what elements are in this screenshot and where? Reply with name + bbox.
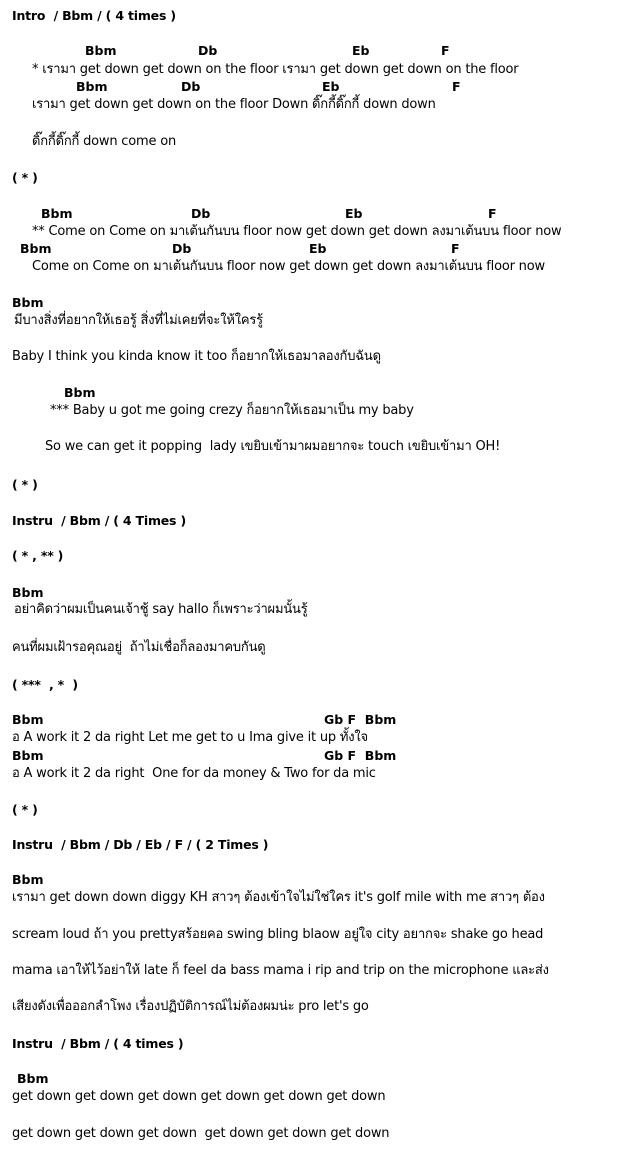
chord: Gb F Bbm	[324, 748, 397, 763]
lyric-line: *** Baby u got me going crezy ก็อยากให้เธอมาเป็น my baby	[50, 403, 414, 418]
lyric-line: ** Come on Come on มาเต้นกันบน floor now get down get down ลงมาเต้นบน floor now	[32, 224, 562, 239]
chord: F	[441, 43, 450, 58]
chord: Bbm	[20, 241, 52, 256]
lyric-line: So we can get it popping lady เขยิบเข้ามาผมอยากจะ touch เขยิบเข้ามา OH!	[45, 439, 501, 454]
chord: F	[451, 241, 460, 256]
lyric-line: เรามา get down get down on the floor Down ดิ๊กกี้ดิ๊กกี้ down down	[32, 97, 436, 112]
chord: Eb	[352, 43, 370, 58]
chord: Bbm	[17, 1071, 49, 1086]
repeat-marker: ( *** , * )	[12, 677, 78, 692]
lyric-line: อ A work it 2 da right Let me get to u Ima give it up ทั้งใจ	[12, 730, 368, 745]
lyric-line: * เรามา get down get down on the floor เรามา get down get down on the floor	[32, 62, 519, 77]
chord: Bbm	[12, 712, 44, 727]
instru-heading: Instru / Bbm / Db / Eb / F / ( 2 Times )	[12, 837, 269, 852]
chord: Bbm	[12, 748, 44, 763]
chord: F	[488, 206, 497, 221]
lyric-line: อ A work it 2 da right One for da money & Two for da mic	[12, 766, 376, 781]
chord: Bbm	[12, 872, 44, 887]
repeat-marker: ( * )	[12, 477, 38, 492]
lyric-line: มีบางสิ่งที่อยากให้เธอรู้ สิ่งที่ไม่เคยที่จะให้ใครรู้	[14, 313, 263, 328]
lyric-line: อย่าคิดว่าผมเป็นคนเจ้าชู้ say hallo ก็เพราะว่าผมนั้นรู้	[14, 602, 308, 617]
chord: Eb	[345, 206, 363, 221]
chord: Bbm	[12, 585, 44, 600]
chord: Bbm	[85, 43, 117, 58]
lyric-line: get down get down get down get down get down get down	[12, 1126, 390, 1141]
chord: Gb F Bbm	[324, 712, 397, 727]
lyric-line: เรามา get down down diggy KH สาวๆ ต้องเข้าใจไม่ใช่ใคร it's golf mile with me สาวๆ ต้อง	[12, 890, 545, 905]
lyric-line: scream loud ถ้า you prettyสร้อยคอ swing bling blaow อยู่ใจ city อยากจะ shake go head	[12, 927, 544, 942]
lyric-line: ดิ๊กกี้ดิ๊กกี้ down come on	[32, 134, 176, 149]
chord: Db	[172, 241, 192, 256]
lyric-line: mama เอาให้ไว้อย่าให้ late ก็ feel da bass mama i rip and trip on the microphone และส่ง	[12, 963, 549, 978]
repeat-marker: ( * , ** )	[12, 548, 64, 563]
chord: Db	[198, 43, 218, 58]
instru-heading: Instru / Bbm / ( 4 times )	[12, 1036, 184, 1051]
chord: Bbm	[64, 385, 96, 400]
repeat-marker: ( * )	[12, 170, 38, 185]
intro-heading: Intro / Bbm / ( 4 times )	[12, 8, 176, 23]
lyric-line: Come on Come on มาเต้นกันบน floor now get down get down ลงมาเต้นบน floor now	[32, 259, 545, 274]
repeat-marker: ( * )	[12, 802, 38, 817]
lyric-line: คนที่ผมเฝ้ารอคุณอยู่ ถ้าไม่เชื่อก็ลองมาคบกันดู	[12, 640, 266, 655]
chord: Bbm	[12, 295, 44, 310]
lyric-line: get down get down get down get down get down get down	[12, 1089, 386, 1104]
chord: Db	[181, 79, 201, 94]
lyric-line: Baby I think you kinda know it too ก็อยากให้เธอมาลองกับฉันดู	[12, 349, 381, 364]
chord: F	[452, 79, 461, 94]
chord: Eb	[309, 241, 327, 256]
chord: Db	[191, 206, 211, 221]
chord: Bbm	[76, 79, 108, 94]
chord: Bbm	[41, 206, 73, 221]
lyric-line: เสียงดังเพื่อออกลำโพง เรื่องปฏิบัติการณ์ไม่ต้องผมน่ะ pro let's go	[12, 999, 369, 1014]
instru-heading: Instru / Bbm / ( 4 Times )	[12, 513, 186, 528]
chord: Eb	[322, 79, 340, 94]
